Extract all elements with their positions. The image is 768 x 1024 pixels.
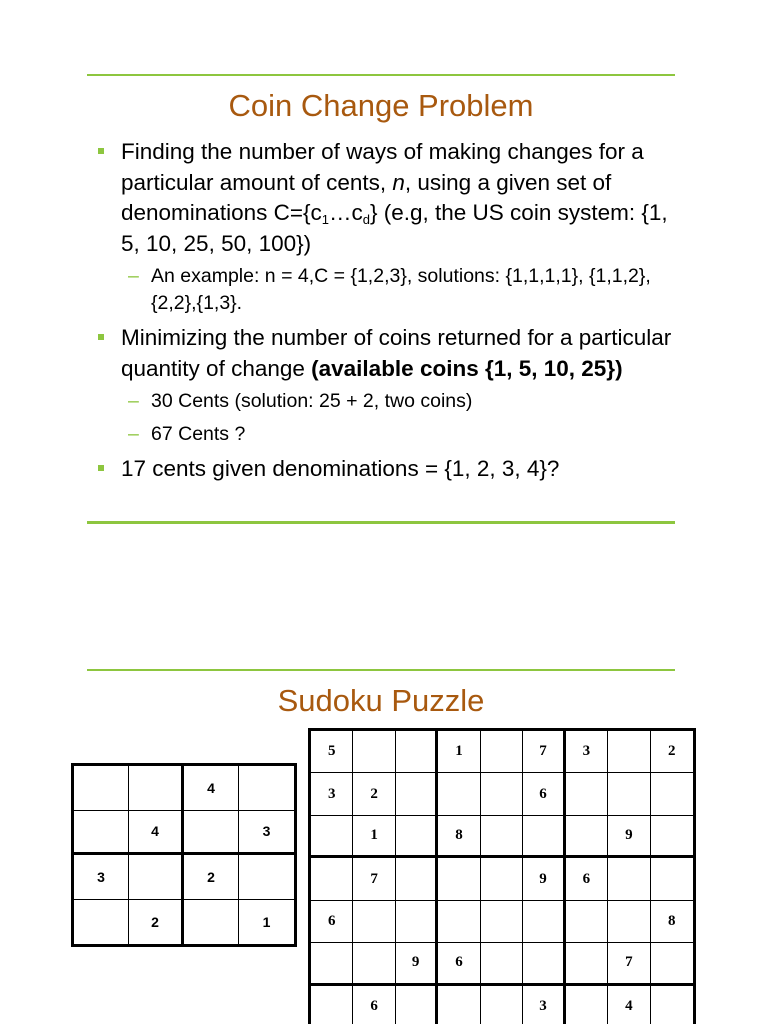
large-sudoku-cell: 6 [353, 986, 395, 1024]
small-sudoku-cell: 3 [74, 855, 129, 900]
large-sudoku-cell: 6 [566, 858, 608, 900]
large-sudoku-cell [481, 731, 523, 773]
large-sudoku-cell [396, 901, 438, 943]
large-sudoku-cell: 3 [566, 731, 608, 773]
large-sudoku-cell [651, 816, 693, 858]
large-sudoku-cell [396, 858, 438, 900]
large-sudoku-cell: 2 [651, 731, 693, 773]
large-sudoku-cell [523, 816, 565, 858]
small-sudoku-cell [74, 900, 129, 945]
large-sudoku-cell [438, 986, 480, 1024]
large-sudoku-cell [438, 773, 480, 815]
large-sudoku-cell [566, 943, 608, 985]
large-sudoku-cell [608, 773, 650, 815]
large-sudoku-cell: 6 [311, 901, 353, 943]
sub-bullet-item [98, 421, 678, 448]
large-sudoku-cell: 9 [608, 816, 650, 858]
bullet-text-part: (available coins {1, 5, 10, 25}) [311, 355, 623, 381]
large-sudoku-cell [396, 816, 438, 858]
large-sudoku-cell [311, 986, 353, 1024]
small-sudoku-cell [129, 766, 184, 811]
large-sudoku-cell: 6 [523, 773, 565, 815]
large-sudoku-cell [311, 816, 353, 858]
small-sudoku-cell [239, 766, 294, 811]
bullet-item [98, 137, 678, 259]
dash-icon: – [128, 390, 139, 412]
large-sudoku-cell: 8 [438, 816, 480, 858]
small-sudoku-cell [184, 811, 239, 856]
large-sudoku-cell [651, 943, 693, 985]
sub-bullet-item [98, 388, 678, 415]
top-rule-slide2 [87, 669, 675, 671]
large-sudoku-cell [566, 816, 608, 858]
bullet-text-part: …c [329, 200, 363, 225]
large-sudoku-cell [438, 901, 480, 943]
large-sudoku-cell: 9 [396, 943, 438, 985]
large-sudoku-cell [481, 943, 523, 985]
bullet-item [98, 454, 678, 485]
large-sudoku-cell: 3 [523, 986, 565, 1024]
large-sudoku-cell [396, 731, 438, 773]
large-sudoku-cell [566, 986, 608, 1024]
large-sudoku-cell: 9 [523, 858, 565, 900]
bullet-list [98, 137, 678, 489]
small-sudoku-cell: 3 [239, 811, 294, 856]
large-sudoku-cell: 2 [353, 773, 395, 815]
small-sudoku-cell [184, 900, 239, 945]
large-sudoku-cell [438, 858, 480, 900]
small-sudoku-grid [71, 763, 297, 947]
large-sudoku-cell: 7 [353, 858, 395, 900]
large-sudoku-cell [311, 858, 353, 900]
sub-bullet-item [98, 263, 678, 317]
bullet-square-icon [98, 148, 104, 154]
large-sudoku-cell [353, 731, 395, 773]
large-sudoku-cell [651, 858, 693, 900]
small-sudoku-cell [74, 811, 129, 856]
large-sudoku-cell [396, 986, 438, 1024]
large-sudoku-cell [566, 901, 608, 943]
large-sudoku-cell [353, 901, 395, 943]
small-sudoku-cell: 1 [262, 913, 271, 930]
large-sudoku-cell: 3 [311, 773, 353, 815]
bullet-text-part: 1 [321, 212, 329, 227]
dash-icon: – [128, 423, 139, 445]
bullet-text-part: , using a given set of denominations C={c [121, 169, 612, 225]
small-sudoku-cell: 2 [184, 855, 239, 900]
small-sudoku-cell [129, 855, 184, 900]
bullet-square-icon [98, 334, 104, 340]
bullet-text-part: Minimizing the number of coins returned for a particular quantity of change [121, 325, 672, 381]
bullet-text-part: d [362, 212, 370, 227]
slide-title-coin-change: Coin Change Problem [228, 88, 534, 123]
small-sudoku-cell [74, 766, 129, 811]
large-sudoku-cell [608, 901, 650, 943]
small-sudoku-cell: 4 [129, 811, 184, 856]
large-sudoku-cell: 5 [311, 731, 353, 773]
bullet-square-icon [98, 465, 104, 471]
large-sudoku-cell: 8 [651, 901, 693, 943]
large-sudoku-cell: 1 [438, 731, 480, 773]
sub-bullet-text: An example: n = 4,C = {1,2,3}, solutions: {1,1,1,1}, {1,1,2},{2,2},{1,3}. [151, 265, 651, 314]
large-sudoku-cell: 6 [438, 943, 480, 985]
large-sudoku-cell: 7 [523, 731, 565, 773]
large-sudoku-cell [396, 773, 438, 815]
slide-title-sudoku: Sudoku Puzzle [277, 683, 485, 718]
large-sudoku-cell [651, 986, 693, 1024]
bullet-item [98, 323, 678, 384]
bottom-rule-slide1 [87, 521, 675, 524]
large-sudoku-grid [308, 728, 696, 1024]
large-sudoku-cell [481, 901, 523, 943]
large-sudoku-cell [608, 731, 650, 773]
dash-icon: – [128, 265, 139, 287]
large-sudoku-cell: 1 [353, 816, 395, 858]
bullet-text-part: 17 cents given denominations = {1, 2, 3, 4}? [121, 456, 560, 481]
bullet-text-part: Finding the number of ways of making changes for a particular amount of cents, [121, 139, 644, 195]
small-sudoku-cell: 4 [184, 766, 239, 811]
large-sudoku-cell [481, 986, 523, 1024]
large-sudoku-cell [353, 943, 395, 985]
large-sudoku-cell [481, 858, 523, 900]
sub-bullet-text: 30 Cents (solution: 25 + 2, two coins) [151, 390, 473, 412]
large-sudoku-cell [311, 943, 353, 985]
top-rule-slide1 [87, 74, 675, 76]
large-sudoku-cell [481, 773, 523, 815]
bullet-text-part: n [392, 169, 405, 195]
large-sudoku-viewport [308, 728, 696, 1024]
large-sudoku-cell [651, 773, 693, 815]
large-sudoku-cell [481, 816, 523, 858]
large-sudoku-cell [523, 943, 565, 985]
large-sudoku-cell [566, 773, 608, 815]
large-sudoku-cell: 7 [608, 943, 650, 985]
small-sudoku-cell [239, 855, 294, 900]
large-sudoku-cell [523, 901, 565, 943]
bullet-text-part: } (e.g, the US coin system: {1, 5, 10, 25, 50, 100}) [121, 200, 668, 256]
large-sudoku-cell: 4 [608, 986, 650, 1024]
sub-bullet-text: 67 Cents ? [151, 423, 246, 445]
large-sudoku-cell [608, 858, 650, 900]
small-sudoku-cell: 2 [129, 900, 184, 945]
